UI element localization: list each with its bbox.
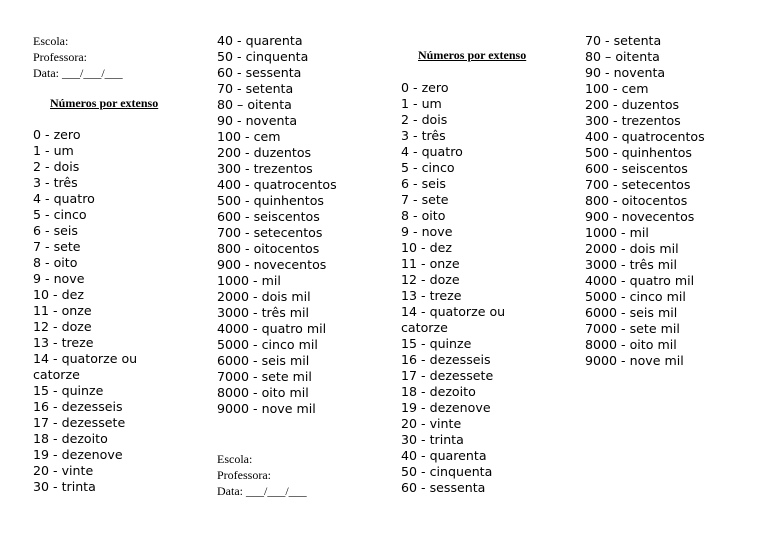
list-item: 700 - setecentos	[585, 177, 691, 192]
list-item: 30 - trinta	[401, 432, 464, 447]
list-item: 90 - noventa	[585, 65, 666, 80]
teacher-label: Professora:	[33, 50, 87, 64]
list-item: 6 - seis	[33, 223, 78, 238]
list-item: 200 - duzentos	[585, 97, 680, 112]
list-item: 70 - setenta	[585, 33, 662, 48]
list-item: 17 - dezessete	[401, 368, 494, 383]
list-item: 2000 - dois mil	[585, 241, 679, 256]
list-item: 4000 - quatro mil	[217, 321, 327, 336]
list-item: 6000 - seis mil	[585, 305, 678, 320]
list-item: 9000 - nove mil	[585, 353, 684, 368]
list-item: 8 - oito	[33, 255, 78, 270]
list-item: 100 - cem	[217, 129, 281, 144]
list-item: 14 - quatorze ou catorze	[33, 351, 138, 382]
list-item: 8000 - oito mil	[585, 337, 677, 352]
list-item: 1000 - mil	[217, 273, 281, 288]
list-item: 5000 - cinco mil	[217, 337, 318, 352]
list-item: 11 - onze	[33, 303, 92, 318]
list-item: 9 - nove	[33, 271, 85, 286]
list-item: 5 - cinco	[401, 160, 455, 175]
school-label: Escola:	[33, 34, 69, 48]
list-item: 11 - onze	[401, 256, 460, 271]
list-item: 800 - oitocentos	[585, 193, 688, 208]
list-item: 80 – oitenta	[217, 97, 292, 112]
list-item: 5000 - cinco mil	[585, 289, 686, 304]
list-item: 900 - novecentos	[585, 209, 695, 224]
list-item: 200 - duzentos	[217, 145, 312, 160]
page1-header	[33, 33, 123, 81]
list-item: 90 - noventa	[217, 113, 298, 128]
list-item: 7000 - sete mil	[217, 369, 312, 384]
list-item: 15 - quinze	[33, 383, 104, 398]
list-item: 13 - treze	[401, 288, 462, 303]
page1-title: Números por extenso	[50, 96, 159, 110]
list-item: 30 - trinta	[33, 479, 96, 494]
page2-title: Números por extenso	[418, 48, 527, 62]
page1-column-2	[217, 33, 337, 417]
list-item: 10 - dez	[33, 287, 84, 302]
list-item: 60 - sessenta	[217, 65, 302, 80]
list-item: 16 - dezesseis	[33, 399, 123, 414]
list-item: 0 - zero	[33, 127, 81, 142]
list-item: 6 - seis	[401, 176, 446, 191]
school-label: Escola:	[217, 452, 253, 466]
list-item: 5 - cinco	[33, 207, 87, 222]
list-item: 3000 - três mil	[585, 257, 678, 272]
list-item: 20 - vinte	[33, 463, 94, 478]
list-item: 300 - trezentos	[217, 161, 313, 176]
list-item: 600 - seiscentos	[585, 161, 688, 176]
page2-column-2	[585, 33, 705, 369]
list-item: 600 - seiscentos	[217, 209, 320, 224]
list-item: 15 - quinze	[401, 336, 472, 351]
list-item: 4 - quatro	[401, 144, 463, 159]
list-item: 60 - sessenta	[401, 480, 486, 495]
teacher-label: Professora:	[217, 468, 271, 482]
list-item: 1000 - mil	[585, 225, 649, 240]
list-item: 13 - treze	[33, 335, 94, 350]
date-label: Data: ___/___/___	[217, 484, 307, 498]
list-item: 2 - dois	[33, 159, 80, 174]
list-item: 70 - setenta	[217, 81, 294, 96]
list-item: 500 - quinhentos	[217, 193, 324, 208]
list-item: 12 - doze	[401, 272, 460, 287]
list-item: 50 - cinquenta	[217, 49, 309, 64]
list-item: 0 - zero	[401, 80, 449, 95]
list-item: 300 - trezentos	[585, 113, 681, 128]
list-item: 700 - setecentos	[217, 225, 323, 240]
list-item: 10 - dez	[401, 240, 452, 255]
list-item: 19 - dezenove	[33, 447, 123, 462]
list-item: 4000 - quatro mil	[585, 273, 695, 288]
list-item: 500 - quinhentos	[585, 145, 692, 160]
list-item: 7 - sete	[401, 192, 449, 207]
list-item: 50 - cinquenta	[401, 464, 493, 479]
list-item: 8000 - oito mil	[217, 385, 309, 400]
list-item: 900 - novecentos	[217, 257, 327, 272]
list-item: 400 - quatrocentos	[217, 177, 337, 192]
list-item: 80 – oitenta	[585, 49, 660, 64]
list-item: 7000 - sete mil	[585, 321, 680, 336]
list-item: 40 - quarenta	[401, 448, 487, 463]
list-item: 8 - oito	[401, 208, 446, 223]
list-item: 19 - dezenove	[401, 400, 491, 415]
list-item: 1 - um	[401, 96, 442, 111]
list-item: 40 - quarenta	[217, 33, 303, 48]
list-item: 17 - dezessete	[33, 415, 126, 430]
list-item: 4 - quatro	[33, 191, 95, 206]
list-item: 3000 - três mil	[217, 305, 310, 320]
list-item: 14 - quatorze ou catorze	[401, 304, 506, 335]
list-item: 12 - doze	[33, 319, 92, 334]
list-item: 800 - oitocentos	[217, 241, 320, 256]
list-item: 20 - vinte	[401, 416, 462, 431]
list-item: 2000 - dois mil	[217, 289, 311, 304]
date-label: Data: ___/___/___	[33, 66, 123, 80]
list-item: 9 - nove	[401, 224, 453, 239]
list-item: 1 - um	[33, 143, 74, 158]
list-item: 6000 - seis mil	[217, 353, 310, 368]
page1-column-1	[33, 127, 151, 495]
list-item: 18 - dezoito	[33, 431, 108, 446]
list-item: 7 - sete	[33, 239, 81, 254]
list-item: 18 - dezoito	[401, 384, 476, 399]
list-item: 3 - três	[401, 128, 446, 143]
list-item: 100 - cem	[585, 81, 649, 96]
list-item: 3 - três	[33, 175, 78, 190]
list-item: 9000 - nove mil	[217, 401, 316, 416]
list-item: 2 - dois	[401, 112, 448, 127]
list-item: 16 - dezesseis	[401, 352, 491, 367]
list-item: 400 - quatrocentos	[585, 129, 705, 144]
page2-column-1	[401, 80, 519, 496]
page2-header	[217, 451, 307, 499]
